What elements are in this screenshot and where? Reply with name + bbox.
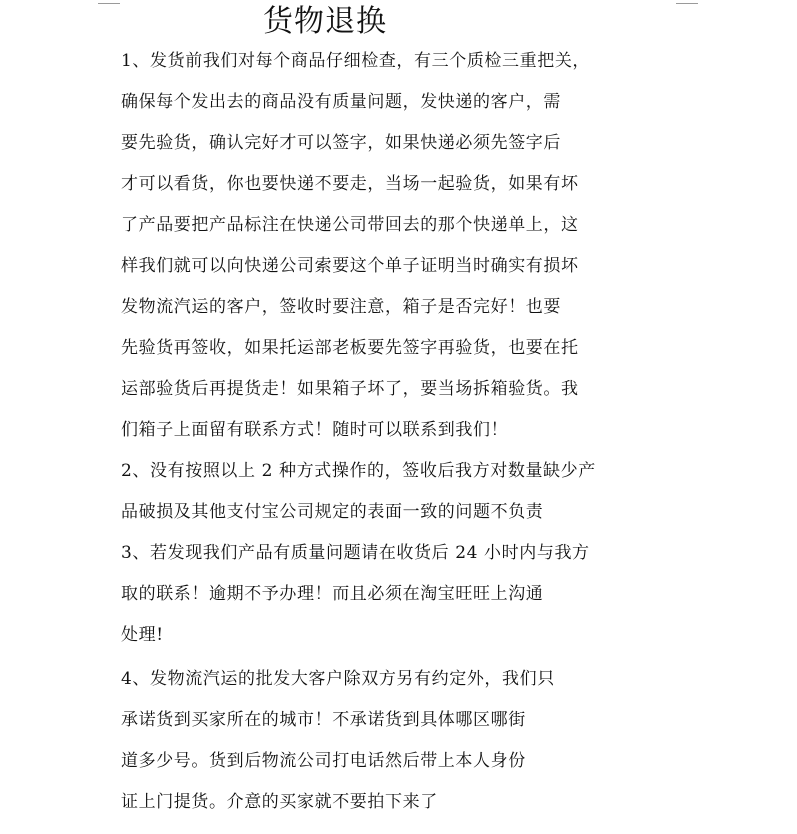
text-line-4: 才可以看货，你也要快递不要走，当场一起验货，如果有坏 <box>121 174 579 194</box>
text-line-19: 证上门提货。介意的买家就不要拍下来了 <box>121 792 438 812</box>
document-title: 货物退换 <box>263 4 387 39</box>
text-line-7: 发物流汽运的客户，签收时要注意，箱子是否完好！也要 <box>121 297 561 317</box>
text-line-11: 2、没有按照以上 2 种方式操作的，签收后我方对数量缺少产 <box>121 461 596 481</box>
text-line-9: 运部验货后再提货走！如果箱子坏了，要当场拆箱验货。我 <box>121 379 579 399</box>
text-line-15: 处理! <box>121 625 164 645</box>
text-line-17: 承诺货到买家所在的城市！不承诺货到具体哪区哪街 <box>121 710 526 730</box>
text-line-12: 品破损及其他支付宝公司规定的表面一致的问题不负责 <box>121 502 544 522</box>
page-corner-mark-right <box>676 0 698 4</box>
text-line-2: 确保每个发出去的商品没有质量问题，发快递的客户，需 <box>121 92 561 112</box>
text-line-8: 先验货再签收，如果托运部老板要先签字再验货，也要在托 <box>121 338 579 358</box>
text-line-3: 要先验货，确认完好才可以签字，如果快递必须先签字后 <box>121 133 561 153</box>
text-line-1: 1、发货前我们对每个商品仔细检查，有三个质检三重把关， <box>121 51 591 71</box>
text-line-13: 3、若发现我们产品有质量问题请在收货后 24 小时内与我方 <box>121 543 590 563</box>
text-line-18: 道多少号。货到后物流公司打电话然后带上本人身份 <box>121 751 526 771</box>
text-line-14: 取的联系！逾期不予办理！而且必须在淘宝旺旺上沟通 <box>121 584 544 604</box>
text-line-10: 们箱子上面留有联系方式！随时可以联系到我们！ <box>121 420 509 440</box>
text-line-5: 了产品要把产品标注在快递公司带回去的那个快递单上，这 <box>121 215 579 235</box>
text-line-16: 4、发物流汽运的批发大客户除双方另有约定外，我们只 <box>121 669 555 689</box>
text-line-6: 样我们就可以向快递公司索要这个单子证明当时确实有损坏 <box>121 256 579 276</box>
